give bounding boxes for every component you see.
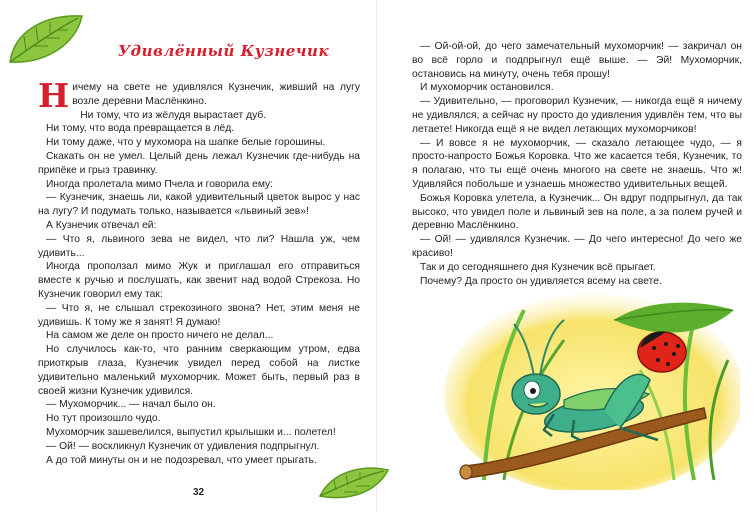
paragraph: — Что я, не слышал стрекозиного звона? Нет, этим меня не удивишь. К тому же я занят! Я думаю! <box>38 302 360 328</box>
paragraph: — Что я, львиного зева не видел, что ли? Нашла уж, чем удивить... <box>38 233 360 259</box>
paragraph: Скакать он не умел. Целый день лежал Кузнечик где-нибудь на припёке и грыз травинку. <box>38 150 360 176</box>
paragraph: — Ой! — удивлялся Кузнечик. — До чего интересно! До чего же красиво! <box>412 234 742 259</box>
leaf-icon <box>318 462 390 502</box>
paragraph: Ни тому даже, что у мухомора на шапке белые горошины. <box>46 137 326 149</box>
paragraph: Иногда проползал мимо Жук и приглашал его отправиться вместе к ручью и послушать, как звенит над водой Стрекоза. Но Кузнечик говорил ему так: <box>38 261 360 300</box>
paragraph: Иногда пролетала мимо Пчела и говорила ему: <box>46 178 274 190</box>
left-page-text <box>38 76 360 467</box>
paragraph: А до той минуты он и не подозревал, что умеет прыгать. <box>46 454 317 466</box>
paragraph: Почему? Да просто он удивляется всему на свете. <box>420 275 662 287</box>
paragraph: — Мухоморчик... — начал было он. <box>46 399 216 411</box>
paragraph: Божья Коровка улетела, а Кузнечик... Он вдруг подпрыгнул, да так высоко, что увидел поле и львиный зев на поле, а за полем ручей и деревню Маслёнкино. <box>412 192 742 232</box>
right-page <box>412 40 742 288</box>
paragraph: Но случилось как-то, что ранним сверкающим утром, едва приоткрыв глаза, Кузнечик увидел перед собой на листке удивительно маленький мухоморчик. Может быть, первый раз в своей жизни Кузнечик удивился. <box>38 344 360 397</box>
right-page-text <box>412 40 742 288</box>
paragraph: А Кузнечик отвечал ей: <box>46 219 157 231</box>
first-paragraph: Ничему на свете не удивлялся Кузнечик, живший на лугу возле деревни Маслёнкино. <box>38 76 360 115</box>
paragraph: — Ой! — воскликнул Кузнечик от удивления подпрыгнул. <box>46 440 320 452</box>
paragraph: Но тут произошло чудо. <box>46 413 161 425</box>
story-title: Удивлённый Кузнечик <box>118 42 330 60</box>
page-number: 32 <box>193 487 205 498</box>
paragraph: Так и до сегодняшнего дня Кузнечик всё прыгает. <box>420 261 656 273</box>
paragraph: — Ой-ой-ой, до чего замечательный мухоморчик! — закричал он во всё горло и подпрыгнул ещё выше. — Эй! Мухоморчик, остановись на минуту, очень тебя прошу! <box>412 41 742 80</box>
paragraph: — Удивительно, — проговорил Кузнечик, — никогда ещё я ничему не удивлялся, а сейчас ну просто до удивления удивлён тем, что вы летаете! Никогда ещё я не видел летающих мухоморчиков! <box>412 96 742 135</box>
paragraph: Мухоморчик зашевелился, выпустил крылышки и... полетел! <box>46 426 336 438</box>
paragraph: — Кузнечик, знаешь ли, какой удивительный цветок вырос у нас на лугу? И подумать только, называется «львиный зев»! <box>38 192 360 218</box>
paragraph: И мухоморчик остановился. <box>420 82 554 94</box>
page-fold <box>376 0 377 512</box>
paragraph: Ни тому, что вода превращается в лёд. <box>46 123 235 135</box>
paragraph: — И вовсе я не мухоморчик, — сказало летающее чудо, — я просто-напросто Божья Коровка. Что же касается тебя, Кузнечик, то я полагаю, что ты ещё очень многого на свете не знаешь. Что ж! Удивляйся побольше и узнаешь множество удивительных вещей. <box>412 137 742 190</box>
grasshopper-ladybug-illustration <box>444 290 740 490</box>
paragraph: На самом же деле он просто ничего не делал... <box>46 330 274 342</box>
paragraph: Ни тому, что из жёлудя вырастает дуб. <box>80 109 267 121</box>
drop-cap: Н <box>38 76 70 115</box>
leaf-icon <box>6 10 86 66</box>
